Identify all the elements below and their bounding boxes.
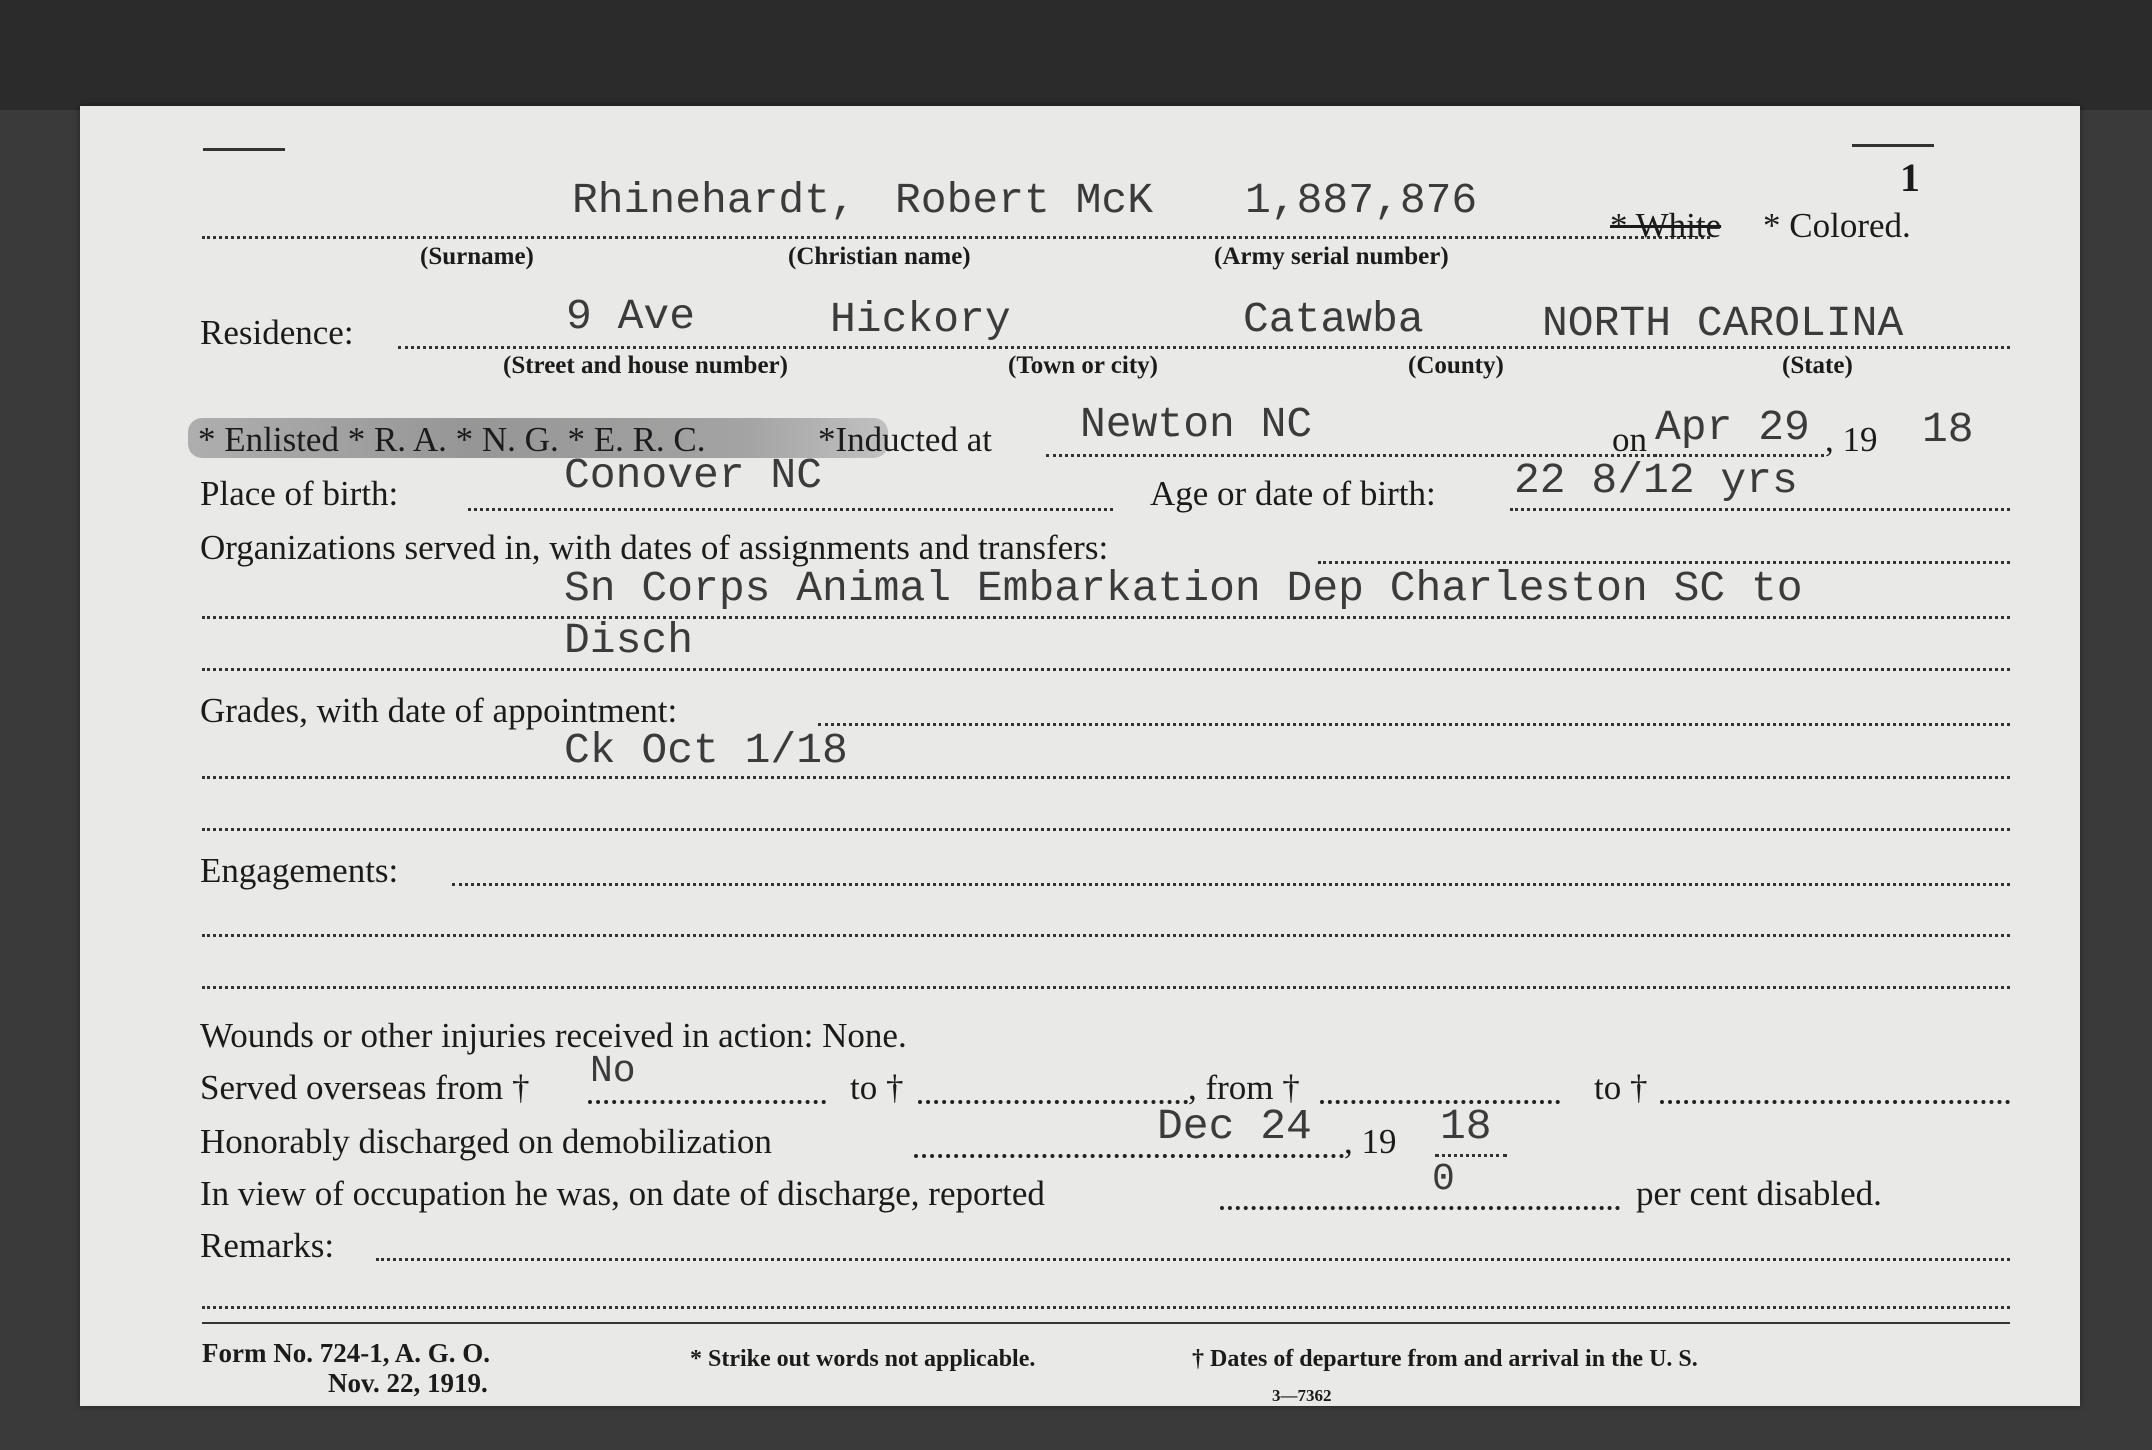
strike-note: * Strike out words not applicable. — [690, 1346, 1036, 1372]
dates-note: † Dates of departure from and arrival in the U. S. — [1192, 1346, 1698, 1372]
christian-name-value: Robert McK — [895, 176, 1154, 225]
induction-year-value: 18 — [1922, 405, 1974, 454]
race-white-struck: * White — [1610, 206, 1722, 245]
christian-name-caption: (Christian name) — [788, 243, 971, 270]
top-right-rule — [1852, 144, 1934, 147]
enlistment-options: * Enlisted * R. A. * N. G. * E. R. C. — [198, 420, 706, 459]
place-of-birth-label: Place of birth: — [200, 474, 399, 513]
induction-date-value: Apr 29 — [1655, 403, 1810, 452]
age-label: Age or date of birth: — [1150, 474, 1436, 513]
grades-value: Ck Oct 1/18 — [564, 726, 848, 775]
inducted-place-value: Newton NC — [1080, 400, 1313, 449]
serial-number-value: 1,887,876 — [1245, 176, 1478, 225]
street-caption: (Street and house number) — [503, 352, 788, 379]
disability-rule — [1220, 1206, 1620, 1210]
grades-line1-rule — [202, 776, 2010, 779]
town-caption: (Town or city) — [1008, 352, 1158, 379]
overseas-to2-label: to † — [1594, 1068, 1648, 1107]
grades-line2-rule — [202, 828, 2010, 831]
overseas-to1-label: to † — [850, 1068, 904, 1107]
disability-label: In view of occupation he was, on date of discharge, reported — [200, 1174, 1045, 1213]
race-colored: * Colored. — [1763, 206, 1911, 245]
print-code: 3—7362 — [1272, 1386, 1332, 1405]
organizations-line1-rule — [202, 616, 2010, 619]
wounds-label: Wounds or other injuries received in action: None. — [200, 1016, 907, 1055]
engagements-line1-rule — [202, 934, 2010, 937]
county-value: Catawba — [1243, 295, 1424, 344]
age-rule — [1510, 508, 2010, 511]
discharge-year-rule — [1435, 1154, 1507, 1157]
state-caption: (State) — [1782, 352, 1853, 379]
disability-value: 0 — [1432, 1158, 1455, 1201]
overseas-to1-rule — [918, 1100, 1188, 1104]
town-value: Hickory — [830, 295, 1011, 344]
organizations-line1: Sn Corps Animal Embarkation Dep Charleston SC to — [564, 564, 1803, 613]
serial-caption: (Army serial number) — [1214, 243, 1449, 270]
overseas-label: Served overseas from † — [200, 1068, 530, 1107]
remarks-rule — [376, 1258, 2010, 1261]
discharge-year-prefix: , 19 — [1344, 1122, 1397, 1161]
engagements-line2-rule — [202, 986, 2010, 989]
name-line-rule — [202, 236, 1710, 239]
age-value: 22 8/12 yrs — [1514, 456, 1798, 505]
footer-rule — [202, 1322, 2010, 1324]
engagements-rule — [452, 883, 2010, 886]
service-record-card — [80, 106, 2080, 1406]
organizations-line2: Disch — [564, 616, 694, 665]
discharge-date-value: Dec 24 — [1157, 1102, 1312, 1151]
overseas-from-label: , from † — [1188, 1068, 1300, 1107]
engagements-label: Engagements: — [200, 851, 399, 890]
discharge-year-value: 18 — [1440, 1102, 1492, 1151]
residence-label: Residence: — [200, 313, 354, 352]
form-number: Form No. 724-1, A. G. O. — [202, 1338, 490, 1368]
scanner-background — [0, 0, 2152, 110]
organizations-label: Organizations served in, with dates of assignments and transfers: — [200, 528, 1109, 567]
place-of-birth-value: Conover NC — [564, 451, 823, 500]
overseas-from-rule — [588, 1100, 826, 1104]
county-caption: (County) — [1408, 352, 1504, 379]
residence-rule — [398, 346, 2010, 349]
on-label: on — [1612, 420, 1647, 459]
place-of-birth-rule — [468, 508, 1113, 511]
remarks-label: Remarks: — [200, 1226, 335, 1265]
surname-caption: (Surname) — [420, 243, 534, 270]
discharge-label: Honorably discharged on demobilization — [200, 1122, 772, 1161]
grades-rule — [818, 723, 2010, 726]
top-left-rule — [203, 148, 285, 151]
discharge-date-rule — [914, 1154, 1344, 1158]
inducted-label: *Inducted at — [818, 420, 992, 459]
induction-year-prefix: , 19 — [1825, 420, 1878, 459]
remarks-line1-rule — [202, 1306, 2010, 1309]
street-value: 9 Ave — [566, 292, 696, 341]
overseas-to2-rule — [1660, 1100, 2010, 1104]
overseas-value: No — [590, 1050, 636, 1093]
state-value: NORTH CAROLINA — [1542, 299, 1904, 348]
disability-suffix: per cent disabled. — [1636, 1174, 1882, 1213]
form-date: Nov. 22, 1919. — [328, 1368, 488, 1398]
grades-label: Grades, with date of appointment: — [200, 691, 678, 730]
surname-value: Rhinehardt, — [572, 176, 856, 225]
organizations-line2-rule — [202, 668, 2010, 671]
card-number-value: 1 — [1900, 155, 1920, 200]
